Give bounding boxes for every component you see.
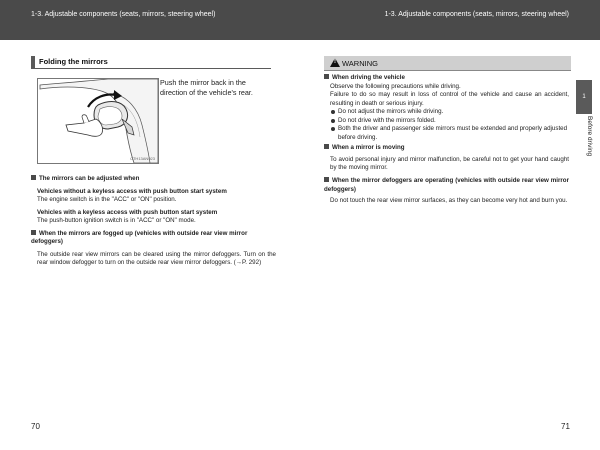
- mirror-drawing-icon: [38, 79, 158, 163]
- square-marker-icon: [31, 230, 36, 235]
- warning-bullet-item: Both the driver and passenger side mirrors must be extended and properly adjusted before driving.: [330, 125, 569, 142]
- note-subheading: Vehicles with a keyless access with push button start system: [37, 208, 218, 216]
- note-subheading: Vehicles without a keyless access with push button start system: [37, 187, 227, 195]
- square-marker-icon: [324, 177, 329, 182]
- warning-bullet-item: Do not adjust the mirrors while driving.: [330, 108, 569, 117]
- note-item-without-keyless: [37, 188, 276, 205]
- figure-code: CTH13AN023: [130, 156, 155, 161]
- warning-divider: [324, 70, 571, 71]
- warning-text-driving: Observe the following precautions while driving. Failure to do so may result in loss of control of the vehicle and cause an accident, resulting in death or serious injury.: [330, 82, 569, 107]
- note-text-defoggers: The outside rear view mirrors can be cleared using the mirror defoggers. Turn on the rear window defogger to turn on the outside rear view mirror defoggers. (→P. 292): [37, 250, 276, 267]
- notes-block: [31, 175, 276, 268]
- note-text: The engine switch is in the "ACC" or "ON" position.: [37, 196, 177, 204]
- chapter-tab-number[interactable]: 1: [576, 80, 592, 114]
- note-heading-fogged: When the mirrors are fogged up (vehicles with outside rear view mirror defoggers): [31, 229, 248, 246]
- warning-heading-moving: When a mirror is moving: [324, 144, 569, 153]
- page-number-right: 71: [561, 422, 570, 431]
- square-marker-icon: [324, 144, 329, 149]
- warning-text-defoggers: Do not touch the rear view mirror surfaces, as they can become very hot and burn you.: [330, 197, 568, 205]
- warning-header: [324, 56, 571, 70]
- header-left-chapter: 1-3. Adjustable components (seats, mirrors, steering wheel): [31, 11, 216, 18]
- square-marker-icon: [31, 175, 36, 180]
- warning-title: WARNING: [342, 59, 378, 68]
- header-right-chapter: 1-3. Adjustable components (seats, mirrors, steering wheel): [384, 11, 569, 18]
- note-item-with-keyless: [37, 209, 276, 226]
- warning-text-moving: To avoid personal injury and mirror malfunction, be careful not to get your hand caught by the moving mirror.: [330, 155, 569, 172]
- warning-heading-driving: When driving the vehicle: [324, 74, 569, 83]
- note-heading-adjust-when: The mirrors can be adjusted when: [31, 175, 276, 184]
- note-text: The push-button ignition switch is in "ACC" or "ON" mode.: [37, 217, 196, 225]
- square-marker-icon: [324, 74, 329, 79]
- header-bar: [0, 0, 600, 40]
- warning-heading-defoggers: When the mirror defoggers are operating (vehicles with outside rear view mirror defoggers): [324, 177, 569, 193]
- mirror-folding-illustration: [37, 78, 159, 164]
- warning-body: [324, 74, 569, 206]
- section-title-folding-mirrors: [31, 56, 271, 69]
- chapter-tab-label: Before driving: [586, 116, 593, 157]
- warning-triangle-icon: [330, 58, 340, 67]
- page-number-left: 70: [31, 422, 40, 431]
- folding-instruction: Push the mirror back in the direction of the vehicle's rear.: [160, 78, 253, 97]
- section-title-text: Folding the mirrors: [39, 57, 108, 66]
- warning-bullet-item: Do not drive with the mirrors folded.: [330, 117, 569, 126]
